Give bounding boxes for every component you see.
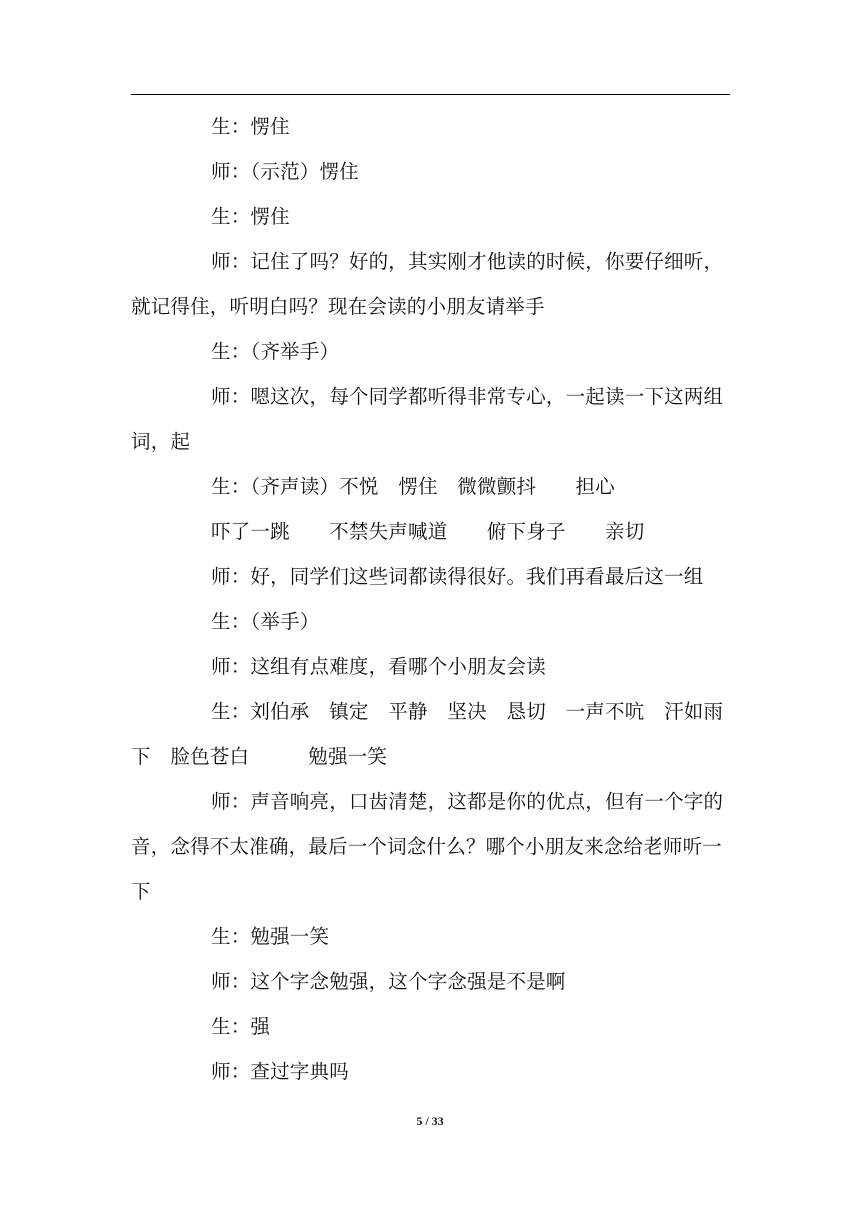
- dialogue-paragraph: 师：这组有点难度，看哪个小朋友会读: [211, 655, 546, 678]
- page-number: 5 / 33: [416, 1114, 444, 1128]
- paragraph-line: 师：声音响亮，口齿清楚，这都是你的优点，但有一个字的: [211, 790, 724, 813]
- dialogue-paragraph: 生：（举手）: [211, 610, 320, 633]
- dialogue-paragraph: 师：这个字念勉强，这个字念强是不是啊: [211, 970, 566, 993]
- dialogue-paragraph: 师：（示范）愣住: [211, 160, 359, 183]
- dialogue-paragraph: 师：查过字典吗: [211, 1060, 349, 1083]
- dialogue-paragraph: [131, 689, 730, 779]
- dialogue-paragraph: [131, 374, 730, 464]
- paragraph-line: 师：记住了吗？好的，其实刚才他读的时候，你要仔细听，: [211, 250, 724, 273]
- header-rule: [131, 94, 730, 95]
- paragraph-line: 生：刘伯承 镇定 平静 坚决 恳切 一声不吭 汗如雨: [211, 700, 724, 723]
- dialogue-paragraph: 生：愣住: [211, 205, 290, 228]
- paragraph-line: 师：嗯这次，每个同学都听得非常专心，一起读一下这两组: [211, 385, 724, 408]
- dialogue-paragraph: 吓了一跳 不禁失声喊道 俯下身子 亲切: [211, 520, 645, 543]
- paragraph-line: 就记得住，听明白吗？现在会读的小朋友请举手: [131, 295, 545, 318]
- dialogue-paragraph: 生：（齐声读）不悦 愣住 微微颤抖 担心: [211, 475, 615, 498]
- dialogue-paragraph: 生：愣住: [211, 115, 290, 138]
- dialogue-paragraph: 生：强: [211, 1015, 271, 1038]
- dialogue-paragraph: 生：勉强一笑: [211, 925, 330, 948]
- paragraph-line: 下 脸色苍白 勉强一笑: [131, 745, 388, 768]
- paragraph-line: 音，念得不太准确，最后一个词念什么？哪个小朋友来念给老师听一: [131, 835, 723, 858]
- page-body: [131, 104, 730, 1094]
- dialogue-paragraph: 生：（齐举手）: [211, 340, 340, 363]
- dialogue-paragraph: 师：好，同学们这些词都读得很好。我们再看最后这一组: [211, 565, 704, 588]
- dialogue-paragraph: [131, 239, 730, 329]
- dialogue-paragraph: [131, 779, 730, 914]
- paragraph-line: 下: [131, 880, 151, 903]
- paragraph-line: 词，起: [131, 430, 191, 453]
